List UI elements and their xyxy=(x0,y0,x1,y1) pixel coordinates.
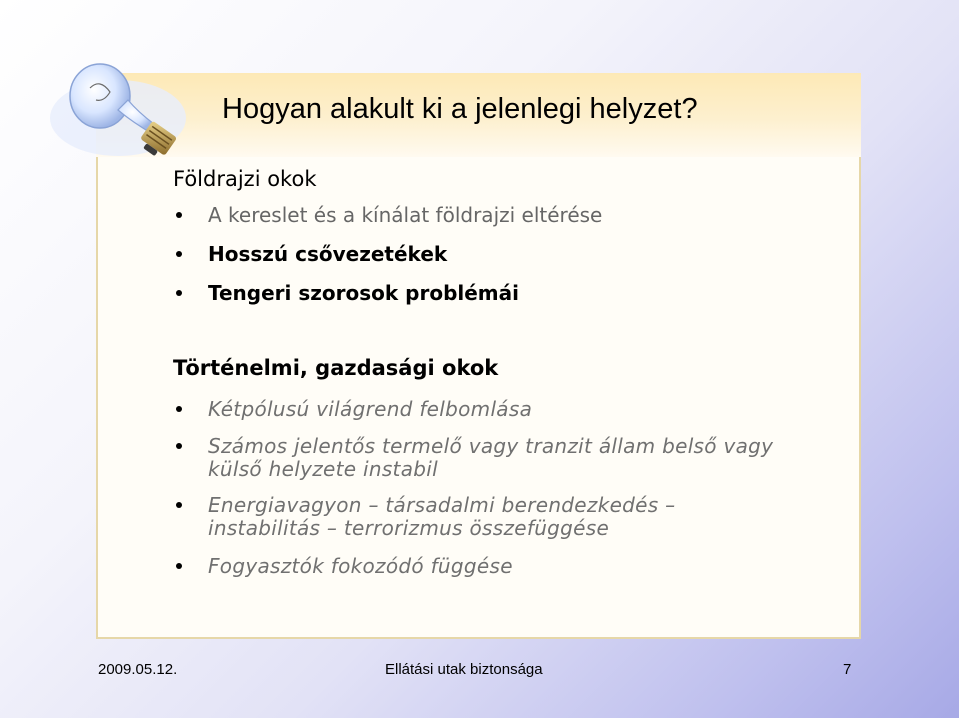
list-item: Tengeri szorosok problémái xyxy=(208,281,519,305)
list-item-line: külső helyzete instabil xyxy=(208,457,438,481)
list-item: Fogyasztók fokozódó függése xyxy=(208,554,513,578)
list-item-line: instabilitás – terrorizmus összefüggése xyxy=(208,516,610,540)
list-item xyxy=(208,494,675,540)
section-heading-historical: Történelmi, gazdasági okok xyxy=(173,356,499,380)
light-bulb-icon xyxy=(38,48,198,168)
list-item: Kétpólusú világrend felbomlása xyxy=(208,397,533,421)
page-number: 7 xyxy=(843,661,852,678)
list-item xyxy=(208,435,773,481)
footer-title: Ellátási utak biztonsága xyxy=(385,661,543,678)
section-heading-geographic: Földrajzi okok xyxy=(173,167,317,191)
list-item-line: Energiavagyon – társadalmi berendezkedés – xyxy=(208,493,676,517)
list-item-line: Számos jelentős termelő vagy tranzit állam belső vagy xyxy=(208,434,774,458)
footer-date: 2009.05.12. xyxy=(98,661,178,678)
list-item: A kereslet és a kínálat földrajzi eltérése xyxy=(208,203,603,227)
list-item: Hosszú csővezetékek xyxy=(208,242,448,266)
slide-title: Hogyan alakult ki a jelenlegi helyzet? xyxy=(222,93,698,125)
